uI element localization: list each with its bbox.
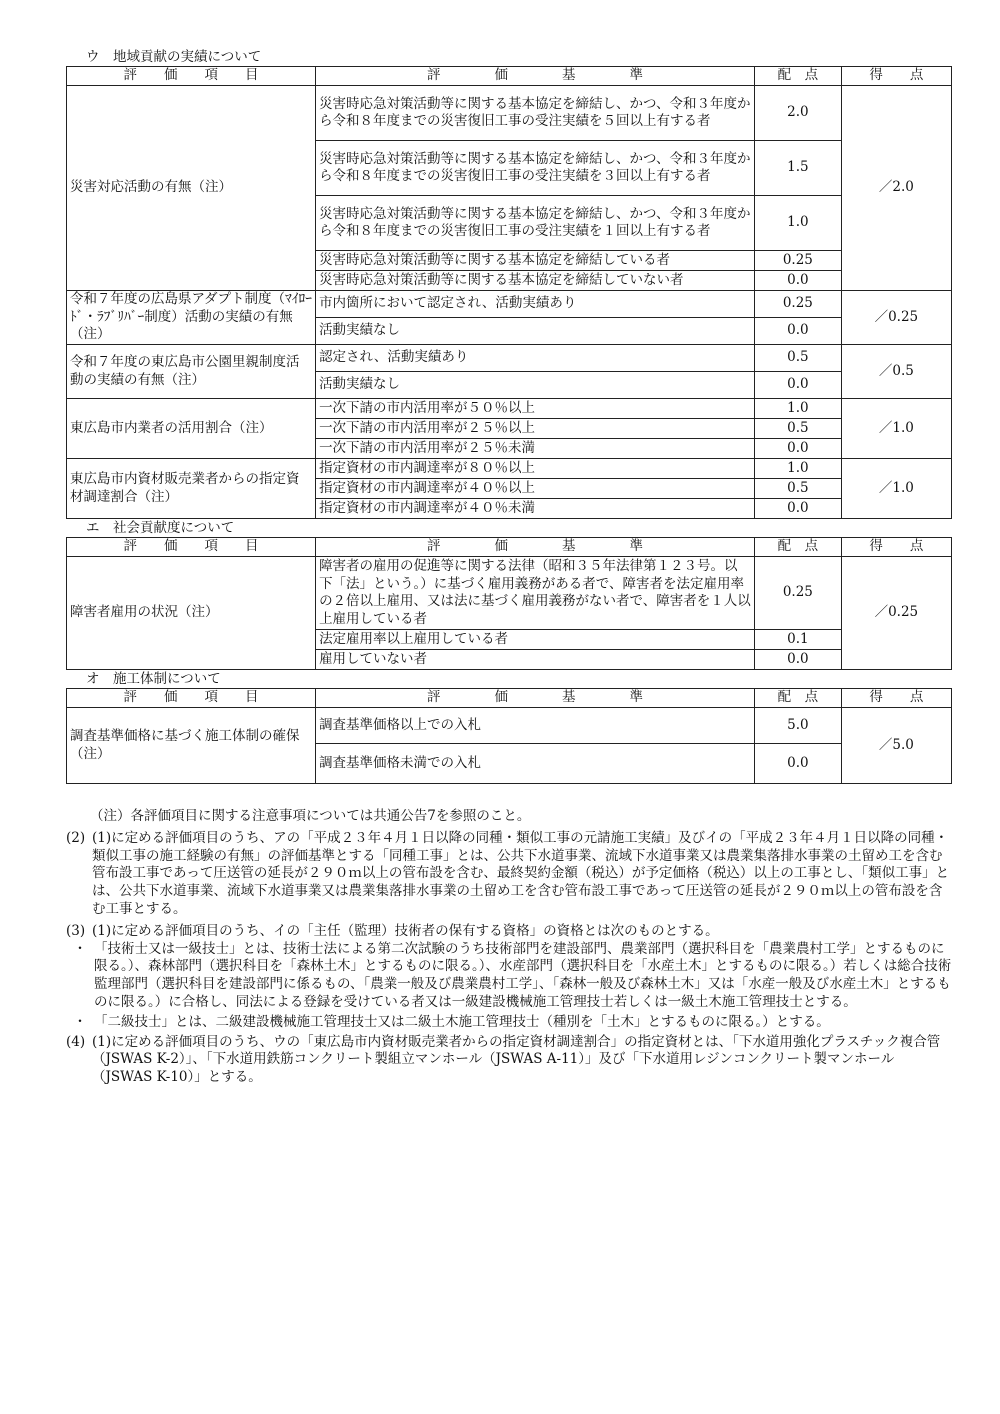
header-criterion: 評 価 基 準 bbox=[316, 689, 755, 708]
note-number: (4) bbox=[66, 1033, 86, 1050]
points-cell: 0.0 bbox=[754, 372, 841, 399]
score-cell: ／0.25 bbox=[841, 557, 951, 670]
header-points: 配 点 bbox=[754, 67, 841, 86]
table-row bbox=[67, 557, 952, 630]
note-2 bbox=[66, 830, 952, 919]
social-contribution-table bbox=[66, 537, 952, 670]
points-cell: 1.0 bbox=[754, 459, 841, 479]
table-row bbox=[67, 399, 952, 419]
points-cell: 0.0 bbox=[754, 318, 841, 345]
note-asterisk: （注）各評価項目に関する注意事項については共通公告7を参照のこと。 bbox=[90, 808, 531, 824]
header-points: 配 点 bbox=[754, 538, 841, 557]
table-row bbox=[67, 86, 952, 141]
criterion-cell: 雇用していない者 bbox=[316, 650, 755, 670]
points-cell: 0.1 bbox=[754, 630, 841, 650]
criterion-cell: 調査基準価格未満での入札 bbox=[316, 744, 755, 784]
criterion-cell: 災害時応急対策活動等に関する基本協定を締結していない者 bbox=[316, 271, 755, 291]
points-cell: 0.0 bbox=[754, 650, 841, 670]
header-score: 得 点 bbox=[841, 67, 951, 86]
note-text: (1)に定める評価項目のうち、ウの「東広島市内資材販売業者からの指定資材調達割合」の指定資材とは、「下水道用強化プラスチック複合管（JSWAS K-2）」、「下水道用鉄筋コンクリート製組立マンホール（JSWAS A-11）」及び「下水道用レジンコンクリート製マンホール（JSWAS K-10）」とする。 bbox=[92, 1033, 941, 1086]
score-cell: ／5.0 bbox=[841, 708, 951, 784]
item-adopt-program: 令和７年度の広島県アダプト制度（ﾏｲﾛｰﾄﾞ・ﾗﾌﾞﾘﾊﾞｰ制度）活動の実績の有無（注） bbox=[67, 291, 316, 345]
header-criterion: 評 価 基 準 bbox=[316, 67, 755, 86]
section-title-social-contribution: エ 社会貢献度について bbox=[86, 520, 235, 536]
construction-system-table bbox=[66, 688, 952, 784]
bullet-mark: ・ bbox=[73, 1013, 87, 1030]
criterion-cell: 一次下請の市内活用率が２５％以上 bbox=[316, 419, 755, 439]
header-score: 得 点 bbox=[841, 689, 951, 708]
criterion-cell: 法定雇用率以上雇用している者 bbox=[316, 630, 755, 650]
note-text: (1)に定める評価項目のうち、イの「主任（監理）技術者の保有する資格」の資格とは次のものとする。 bbox=[92, 922, 719, 939]
points-cell: 1.0 bbox=[754, 399, 841, 419]
item-construction-system: 調査基準価格に基づく施工体制の確保（注） bbox=[67, 708, 316, 784]
points-cell: 0.0 bbox=[754, 499, 841, 519]
item-local-contractor: 東広島市内業者の活用割合（注） bbox=[67, 399, 316, 459]
notes-section bbox=[66, 808, 952, 1087]
note-4 bbox=[66, 1034, 952, 1087]
item-local-materials: 東広島市内資材販売業者からの指定資材調達割合（注） bbox=[67, 459, 316, 519]
note-number: (3) bbox=[66, 922, 86, 939]
table-header-row bbox=[67, 67, 952, 86]
table-header-row bbox=[67, 689, 952, 708]
points-cell: 0.5 bbox=[754, 419, 841, 439]
header-score: 得 点 bbox=[841, 538, 951, 557]
note-number: (2) bbox=[66, 829, 86, 846]
section-title-regional-contribution: ウ 地域貢献の実績について bbox=[86, 49, 262, 65]
criterion-cell: 障害者の雇用の促進等に関する法律（昭和３５年法律第１２３号。以下「法」という。）に基づく雇用義務がある者で、障害者を法定雇用率の２倍以上雇用、又は法に基づく雇用義務がない者で、障害者を１人以上雇用している者 bbox=[316, 557, 755, 630]
table-row bbox=[67, 291, 952, 318]
criterion-cell: 災害時応急対策活動等に関する基本協定を締結し、かつ、令和３年度から令和８年度までの災害復旧工事の受注実績を５回以上有する者 bbox=[316, 86, 755, 141]
points-cell: 0.0 bbox=[754, 271, 841, 291]
bullet-mark: ・ bbox=[73, 940, 87, 957]
criterion-cell: 活動実績なし bbox=[316, 318, 755, 345]
criterion-cell: 一次下請の市内活用率が５０％以上 bbox=[316, 399, 755, 419]
criterion-cell: 指定資材の市内調達率が８０％以上 bbox=[316, 459, 755, 479]
criterion-cell: 災害時応急対策活動等に関する基本協定を締結し、かつ、令和３年度から令和８年度までの災害復旧工事の受注実績を３回以上有する者 bbox=[316, 141, 755, 196]
points-cell: 0.25 bbox=[754, 557, 841, 630]
criterion-cell: 災害時応急対策活動等に関する基本協定を締結している者 bbox=[316, 251, 755, 271]
score-cell: ／2.0 bbox=[841, 86, 951, 291]
evaluation-page bbox=[66, 48, 952, 784]
header-points: 配 点 bbox=[754, 689, 841, 708]
points-cell: 0.25 bbox=[754, 251, 841, 271]
note-3-bullet-2 bbox=[66, 1014, 952, 1032]
criterion-cell: 調査基準価格以上での入札 bbox=[316, 708, 755, 744]
table-row bbox=[67, 345, 952, 372]
table-row bbox=[67, 708, 952, 744]
points-cell: 0.25 bbox=[754, 291, 841, 318]
score-cell: ／1.0 bbox=[841, 459, 951, 519]
header-criterion: 評 価 基 準 bbox=[316, 538, 755, 557]
header-item: 評 価 項 目 bbox=[67, 67, 316, 86]
points-cell: 0.0 bbox=[754, 744, 841, 784]
table-row bbox=[67, 459, 952, 479]
points-cell: 1.5 bbox=[754, 141, 841, 196]
points-cell: 0.0 bbox=[754, 439, 841, 459]
points-cell: 2.0 bbox=[754, 86, 841, 141]
criterion-cell: 認定され、活動実績あり bbox=[316, 345, 755, 372]
criterion-cell: 活動実績なし bbox=[316, 372, 755, 399]
regional-contribution-table bbox=[66, 66, 952, 519]
note-3 bbox=[66, 923, 952, 941]
points-cell: 1.0 bbox=[754, 196, 841, 251]
criterion-cell: 一次下請の市内活用率が２５％未満 bbox=[316, 439, 755, 459]
note-3-bullet-1 bbox=[66, 941, 952, 1012]
score-cell: ／1.0 bbox=[841, 399, 951, 459]
criterion-cell: 災害時応急対策活動等に関する基本協定を締結し、かつ、令和３年度から令和８年度までの災害復旧工事の受注実績を１回以上有する者 bbox=[316, 196, 755, 251]
note-text: 「二級技士」とは、二級建設機械施工管理技士又は二級土木施工管理技士（種別を「土木」とするものに限る。）とする。 bbox=[94, 1013, 830, 1030]
note-text: 「技術士又は一級技士」とは、技術士法による第二次試験のうち技術部門を建設部門、農業部門（選択科目を「農業農村工学」とするものに限る。）、森林部門（選択科目を「森林土木」とするものに限る。）、水産部門（選択科目を「水産土木」とするものに限る。）若しくは総合技術監理部門（選択科目を建設部門に係るもの、「農業一般及び農業農村工学」、「森林一般及び森林土木」又は「水産一般及び水産土木」とするものに限る。）に合格し、同法による登録を受けている者又は一級建設機械施工管理技士若しくは一級土木施工管理技士とする。 bbox=[94, 940, 952, 1010]
item-disabled-employment: 障害者雇用の状況（注） bbox=[67, 557, 316, 670]
item-park-foster: 令和７年度の東広島市公園里親制度活動の実績の有無（注） bbox=[67, 345, 316, 399]
header-item: 評 価 項 目 bbox=[67, 689, 316, 708]
criterion-cell: 指定資材の市内調達率が４０％以上 bbox=[316, 479, 755, 499]
criterion-cell: 指定資材の市内調達率が４０％未満 bbox=[316, 499, 755, 519]
points-cell: 0.5 bbox=[754, 479, 841, 499]
score-cell: ／0.25 bbox=[841, 291, 951, 345]
score-cell: ／0.5 bbox=[841, 345, 951, 399]
item-disaster-response: 災害対応活動の有無（注） bbox=[67, 86, 316, 291]
header-item: 評 価 項 目 bbox=[67, 538, 316, 557]
points-cell: 5.0 bbox=[754, 708, 841, 744]
table-header-row bbox=[67, 538, 952, 557]
criterion-cell: 市内箇所において認定され、活動実績あり bbox=[316, 291, 755, 318]
note-text: (1)に定める評価項目のうち、アの「平成２３年４月１日以降の同種・類似工事の元請施工実績」及びイの「平成２３年４月１日以降の同種・類似工事の施工経験の有無」の評価基準とする「同種工事」とは、公共下水道事業、流域下水道事業又は農業集落排水事業の土留め工を含む管布設工事であって圧送管の延長が２９０ｍ以上の管布設を含む、最終契約金額（税込）が予定価格（税込）以上の工事とし、「類似工事」とは、公共下水道事業、流域下水道事業又は農業集落排水事業の土留め工を含む管布設工事であって圧送管の延長が２９０ｍ以上の管布設を含む工事とする。 bbox=[92, 829, 950, 917]
points-cell: 0.5 bbox=[754, 345, 841, 372]
section-title-construction-system: オ 施工体制について bbox=[86, 671, 221, 687]
